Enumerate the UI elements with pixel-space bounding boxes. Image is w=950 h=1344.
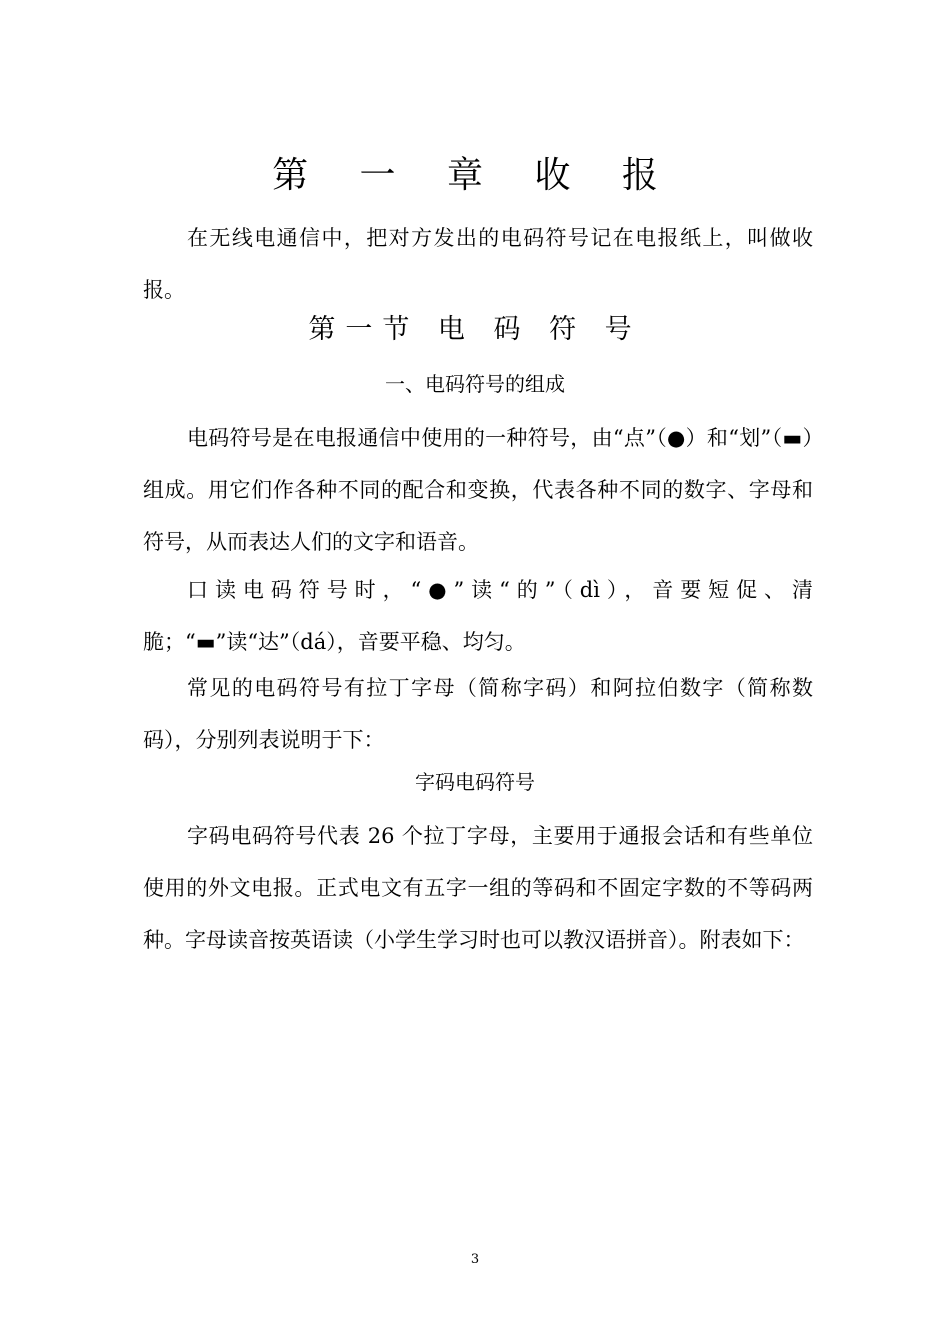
chapter-title: 第 一 章 收 报 — [272, 155, 678, 196]
letter-codes-paragraph: 字码电码符号代表 26 个拉丁字母，主要用于通报会话和有些单位使用的外文电报。正式电文有五字一组的等码和不固定字数的不等码两种。字母读音按英语读（小学生学习时也可以教汉语拼音）。附表如下： — [143, 824, 813, 952]
subsection-title: 一、电码符号的组成 — [385, 372, 565, 396]
table-caption: 字码电码符号 — [415, 770, 535, 794]
common-codes-paragraph: 常见的电码符号有拉丁字母（简称字码）和阿拉伯数字（简称数码），分别列表说明于下： — [143, 676, 813, 752]
section-title: 第一节 电 码 符 号 — [308, 314, 642, 345]
intro-paragraph: 在无线电通信中，把对方发出的电码符号记在电报纸上，叫做收报。 — [143, 226, 813, 302]
page-number: 3 — [470, 1252, 480, 1267]
composition-paragraph: 电码符号是在电报通信中使用的一种符号，由“点”（●）和“划”（▬）组成。用它们作各种不同的配合和变换，代表各种不同的数字、字母和符号，从而表达人们的文字和语音。 — [143, 426, 813, 554]
reading-paragraph: 口读电码符号时，“●”读“的”（dì），音要短促、清脆；“▬”读“达”（dá），音要平稳、均匀。 — [143, 578, 813, 654]
